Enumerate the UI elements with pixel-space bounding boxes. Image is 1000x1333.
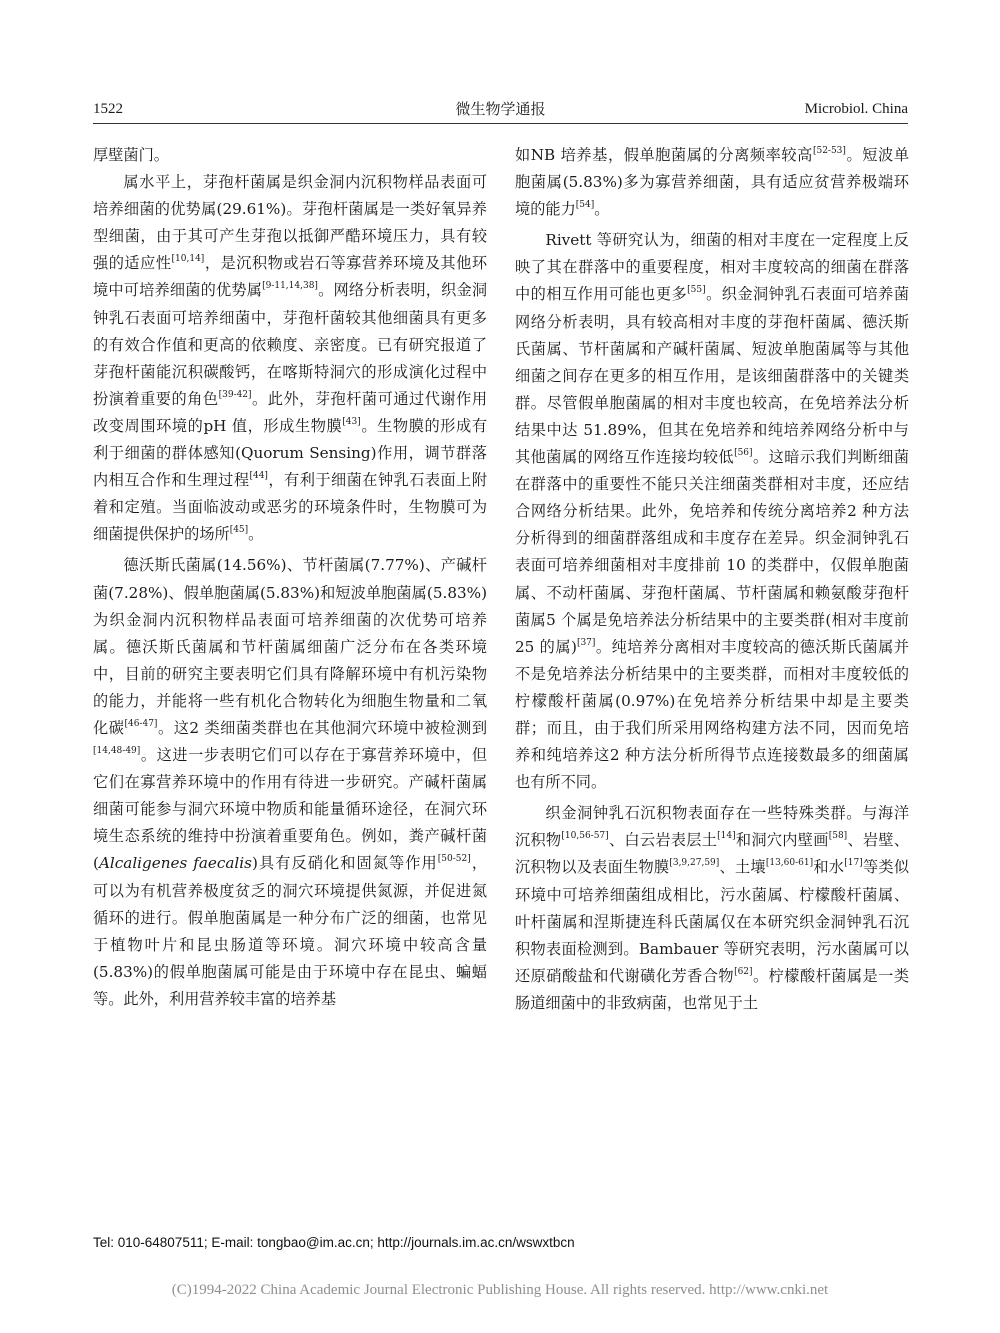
citation: [3,9,27,59] bbox=[669, 858, 720, 869]
copyright-watermark: (C)1994-2022 China Academic Journal Electronic Publishing House. All rights reserved. http://www.cnki.net bbox=[171, 1282, 829, 1298]
journal-title-cn: 微生物学通报 bbox=[455, 100, 546, 118]
paragraph-continued: 如NB 培养基，假单胞菌属的分离频率较高[52-53]。短波单胞菌属(5.83%)多为寡营养细菌，具有适应贫营养极端环境的能力[54]。 bbox=[515, 145, 910, 219]
citation: [50-52] bbox=[437, 854, 471, 865]
citation: [62] bbox=[734, 966, 753, 977]
paragraph-bacillus: 属水平上，芽孢杆菌属是织金洞内沉积物样品表面可培养细菌的优势属(29.61%)。芽孢杆菌属是一类好氧异养型细菌，由于其可产生芽孢以抵御严酷环境压力，具有较强的适应性[10,14]，是沉积物或岩石等寡营养环境及其他环境中可培养细菌的优势属[9-11,14,38]。网络分析表明，织金洞钟乳石表面可培养细菌中，芽孢杆菌较其他细菌具有更多的有效合作值和更高的依赖度、亲密度。已有研究报道了芽孢杆菌能沉积碳酸钙，在喀斯特洞穴的形成演化过程中扮演着重要的角色[39-42]。此外，芽孢杆菌可通过代谢作用改变周围环境的pH 值，形成生物膜[43]。生物膜的形成有利于细菌的群体感知(Quorum Sensing)作用，调节群落内相互合作和生理过程[44]，有利于细菌在钟乳石表面上附着和定殖。当面临波动或恶劣的环境条件时，生物膜可为细菌提供保护的场所[45]。 bbox=[93, 173, 488, 544]
citation: [46-47] bbox=[124, 718, 158, 729]
page-number: 1522 bbox=[93, 101, 123, 117]
paragraph-subdominant: 德沃斯氏菌属(14.56%)、节杆菌属(7.77%)、产碱杆菌(7.28%)、假单胞菌属(5.83%)和短波单胞菌属(5.83%)为织金洞内沉积物样品表面可培养细菌的次优势可培养属。德沃斯氏菌属和节杆菌属细菌广泛分布在各类环境中，目前的研究主要表明它们具有降解环境中有机污染物的能力，并能将一些有机化合物转化为细胞生物量和二氧化碳[46-47]。这2 类细菌类群也在其他洞穴环境中被检测到[14,48-49]。这进一步表明它们可以存在于寡营养环境中，但它们在寡营养环境中的作用有待进一步研究。产碱杆菌属细菌可能参与洞穴环境中物质和能量循环途径，在洞穴环境生态系统的维持中扮演着重要角色。例如，粪产碱杆菌(Alcaligenes faecalis)具有反硝化和固氮等作用[50-52]，可以为有机营养极度贫乏的洞穴环境提供氮源，并促进氮循环的进行。假单胞菌属是一种分布广泛的细菌，也常见于植物叶片和昆虫肠道等环境。洞穴环境中较高含量(5.83%)的假单胞菌属可能是由于环境中存在昆虫、蝙蝠等。此外，利用营养较丰富的培养基 bbox=[93, 556, 488, 1008]
citation: [39-42] bbox=[218, 389, 252, 400]
paragraph: 厚壁菌门。 bbox=[93, 146, 169, 164]
citation: [52-53] bbox=[812, 145, 846, 156]
citation: [9-11,14,38] bbox=[262, 281, 318, 292]
citation: [10,56-57] bbox=[561, 831, 609, 842]
citation: [44] bbox=[249, 471, 268, 482]
citation: [17] bbox=[844, 858, 863, 869]
running-header bbox=[93, 98, 908, 120]
journal-title-en: Microbiol. China bbox=[804, 101, 908, 117]
paragraph-network-analysis: Rivett 等研究认为，细菌的相对丰度在一定程度上反映了其在群落中的重要程度，相对丰度较高的细菌在群落中的相互作用可能也更多[55]。织金洞钟乳石表面可培养菌网络分析表明，具有较高相对丰度的芽孢杆菌属、德沃斯氏菌属、节杆菌属和产碱杆菌属、短波单胞菌属等与其他细菌之间存在更多的相互作用，是该细菌群落中的关键类群。尽管假单胞菌属的相对丰度也较高，在免培养法分析结果中达 51.89%，但其在免培养和纯培养网络分析中与其他菌属的网络互作连接均较低[56]。这暗示我们判断细菌在群落中的重要性不能只关注细菌类群相对丰度，还应结合网络分析结果。此外，免培养和传统分离培养2 种方法分析得到的细菌群落组成和丰度存在差异。织金洞钟乳石表面可培养细菌相对丰度排前 10 的类群中，仅假单胞菌属、不动杆菌属、芽孢杆菌属、节杆菌属和赖氨酸芽孢杆菌属5 个属是免培养法分析结果中的主要类群(相对丰度前 25 的属)[37]。纯培养分离相对丰度较高的德沃斯氏菌属并不是免培养法分析结果中的主要类群，而相对丰度较低的柠檬酸杆菌属(0.97%)在免培养分析结果中却是主要类群；而且，由于我们所采用网络构建方法不同，因而免培养和纯培养这2 种方法分析所得节点连接数最多的细菌属也有所不同。 bbox=[515, 231, 910, 792]
citation: [54] bbox=[575, 200, 595, 211]
right-column bbox=[515, 142, 909, 1017]
species-name: Alcaligenes faecalis bbox=[98, 854, 252, 873]
header-rule bbox=[93, 123, 908, 124]
citation: [58] bbox=[828, 831, 848, 842]
footer-contact: Tel: 010-64807511; E-mail: tongbao@im.ac.cn; http://journals.im.ac.cn/wswxtbcn bbox=[93, 1235, 575, 1250]
citation: [56] bbox=[734, 447, 753, 458]
citation: [14,48-49] bbox=[93, 746, 141, 756]
citation: [45] bbox=[229, 525, 249, 536]
citation: [13,60-61] bbox=[765, 858, 814, 869]
citation: [55] bbox=[687, 285, 706, 296]
citation: [10,14] bbox=[171, 254, 205, 265]
citation: [43] bbox=[342, 416, 361, 427]
left-column bbox=[93, 142, 487, 1013]
citation: [14] bbox=[717, 831, 736, 842]
citation: [37] bbox=[576, 637, 596, 648]
paragraph-special-taxa: 织金洞钟乳石沉积物表面存在一些特殊类群。与海洋沉积物[10,56-57]、白云岩表层土[14]和洞穴内壁画[58]、岩壁、沉积物以及表面生物膜[3,9,27,59]、土壤[13,60-61]和水[17]等类似环境中可培养细菌组成相比，污水菌属、柠檬酸杆菌属、叶杆菌属和涅斯捷连科氏菌属仅在本研究织金洞钟乳石沉积物表面检测到。Bambauer 等研究表明，污水菌属可以还原硝酸盐和代谢磺化芳香合物[62]。柠檬酸杆菌属是一类肠道细菌中的非致病菌，也常见于土 bbox=[515, 804, 910, 1012]
